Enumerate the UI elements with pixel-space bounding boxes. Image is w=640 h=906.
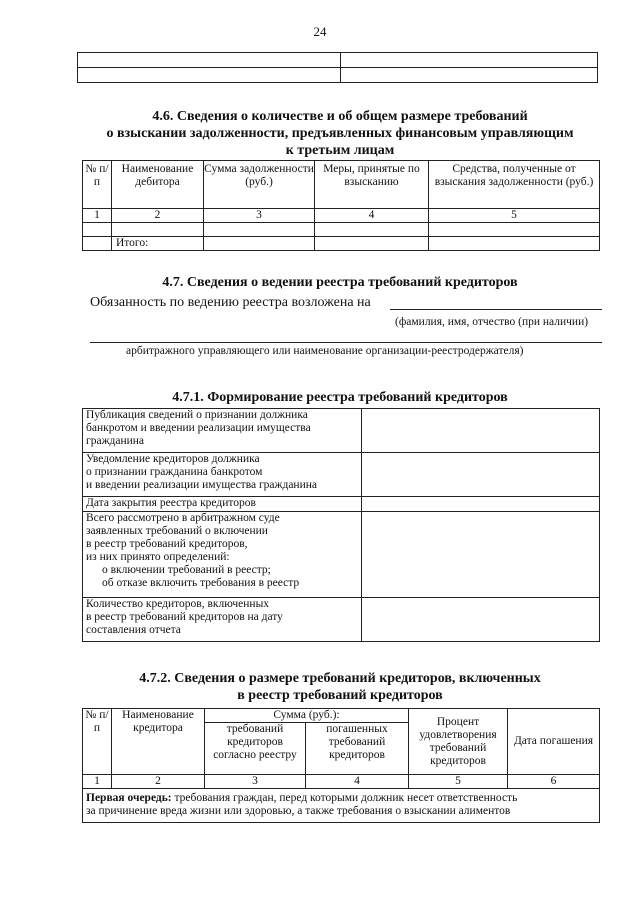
- header-num: № п/п: [83, 161, 112, 209]
- col-number: 4: [306, 775, 409, 789]
- first-queue-line: [86, 792, 596, 805]
- registry-formation-table: [82, 408, 600, 642]
- header-measures: Меры, принятые по взысканию: [315, 161, 429, 209]
- registry-row-value: [362, 598, 600, 642]
- col-number: 1: [83, 209, 112, 223]
- registry-row-value: [362, 497, 600, 512]
- row-line: Публикация сведений о признании должника: [86, 409, 308, 421]
- col-number: 6: [508, 775, 600, 789]
- title-line: 4.7.2. Сведения о размере требований кредиторов, включенных: [139, 671, 541, 686]
- col-number: 2: [112, 209, 204, 223]
- registry-row-value: [362, 453, 600, 497]
- registry-caption-2: арбитражного управляющего или наименование организации-реестродержателя): [126, 345, 524, 357]
- row-line: заявленных требований о включении: [86, 525, 268, 537]
- continuation-table: [77, 52, 598, 83]
- first-queue-text-2: за причинение вреда жизни или здоровью, а также требования о взыскании алиментов: [86, 805, 511, 817]
- total-label: Итого:: [112, 237, 204, 251]
- row-line: в реестр требований кредиторов на дату: [86, 611, 283, 623]
- title-line: о взыскании задолженности, предъявленных финансовым управляющим: [106, 126, 574, 141]
- col-number: 5: [409, 775, 508, 789]
- row-line: из них принято определений:: [86, 551, 230, 563]
- row-line: в реестр требований кредиторов,: [86, 538, 248, 550]
- row-line: Дата закрытия реестра кредиторов: [86, 497, 256, 509]
- registry-row-value: [362, 512, 600, 598]
- registry-holder-line: [390, 309, 602, 310]
- first-queue-label: Первая очередь:: [86, 792, 172, 804]
- creditors-table: [82, 708, 600, 823]
- header-date: Дата погашения: [508, 709, 600, 775]
- section-4-6-title: [60, 108, 620, 159]
- title-line: к третьим лицам: [285, 143, 395, 158]
- row-line: и введении реализации имущества гражданина: [86, 479, 317, 491]
- page-number: 24: [313, 24, 327, 39]
- row-line: Уведомление кредиторов должника: [86, 453, 260, 465]
- registry-row-label: [83, 598, 362, 642]
- col-number: 1: [83, 775, 112, 789]
- section-4-7-2-title: [60, 670, 620, 704]
- col-number: 4: [315, 209, 429, 223]
- debtors-table: [82, 160, 600, 251]
- header-sum-registry: требований кредиторов согласно реестру: [205, 723, 306, 775]
- header-debtor: Наименование дебитора: [112, 161, 204, 209]
- registry-row-label: [83, 512, 362, 598]
- row-line: о признании гражданина банкротом: [86, 466, 263, 478]
- col-number: 3: [205, 775, 306, 789]
- row-line: банкротом и введении реализации имущества: [86, 422, 311, 434]
- registry-holder-line-2: [90, 342, 602, 343]
- row-line: об отказе включить требования в реестр: [102, 577, 300, 589]
- row-line: Количество кредиторов, включенных: [86, 598, 270, 610]
- registry-row-label: [83, 453, 362, 497]
- title-line: в реестр требований кредиторов: [237, 688, 443, 703]
- col-number: 3: [204, 209, 315, 223]
- section-4-7-1-title: 4.7.1. Формирование реестра требований кредиторов: [172, 390, 508, 405]
- col-number: 2: [112, 775, 205, 789]
- registry-caption-1: (фамилия, имя, отчество (при наличии): [395, 316, 589, 328]
- row-line: гражданина: [86, 435, 145, 447]
- header-creditor: Наименование кредитора: [112, 709, 205, 775]
- section-4-7-title: 4.7. Сведения о ведении реестра требований кредиторов: [162, 275, 518, 290]
- registry-row-label: [83, 497, 362, 512]
- registry-row-label: [83, 409, 362, 453]
- header-percent: Процент удовлетворения требований кредиторов: [409, 709, 508, 775]
- row-line: о включении требований в реестр;: [102, 564, 271, 576]
- title-line: 4.6. Сведения о количестве и об общем размере требований: [152, 109, 528, 124]
- registry-row-value: [362, 409, 600, 453]
- header-received: Средства, полученные от взыскания задолженности (руб.): [429, 161, 600, 209]
- header-num: № п/п: [83, 709, 112, 775]
- first-queue-row: [83, 789, 600, 823]
- row-line: составления отчета: [86, 624, 181, 636]
- registry-duty-text: Обязанность по ведению реестра возложена на: [90, 295, 371, 310]
- col-number: 5: [429, 209, 600, 223]
- header-sum: Сумма (руб.):: [205, 709, 409, 723]
- header-sum-paid: погашенных требований кредиторов: [306, 723, 409, 775]
- first-queue-text: требования граждан, перед которыми должник несет ответственность: [174, 792, 518, 804]
- header-debt-sum: Сумма задолженности (руб.): [204, 161, 315, 209]
- row-line: Всего рассмотрено в арбитражном суде: [86, 512, 280, 524]
